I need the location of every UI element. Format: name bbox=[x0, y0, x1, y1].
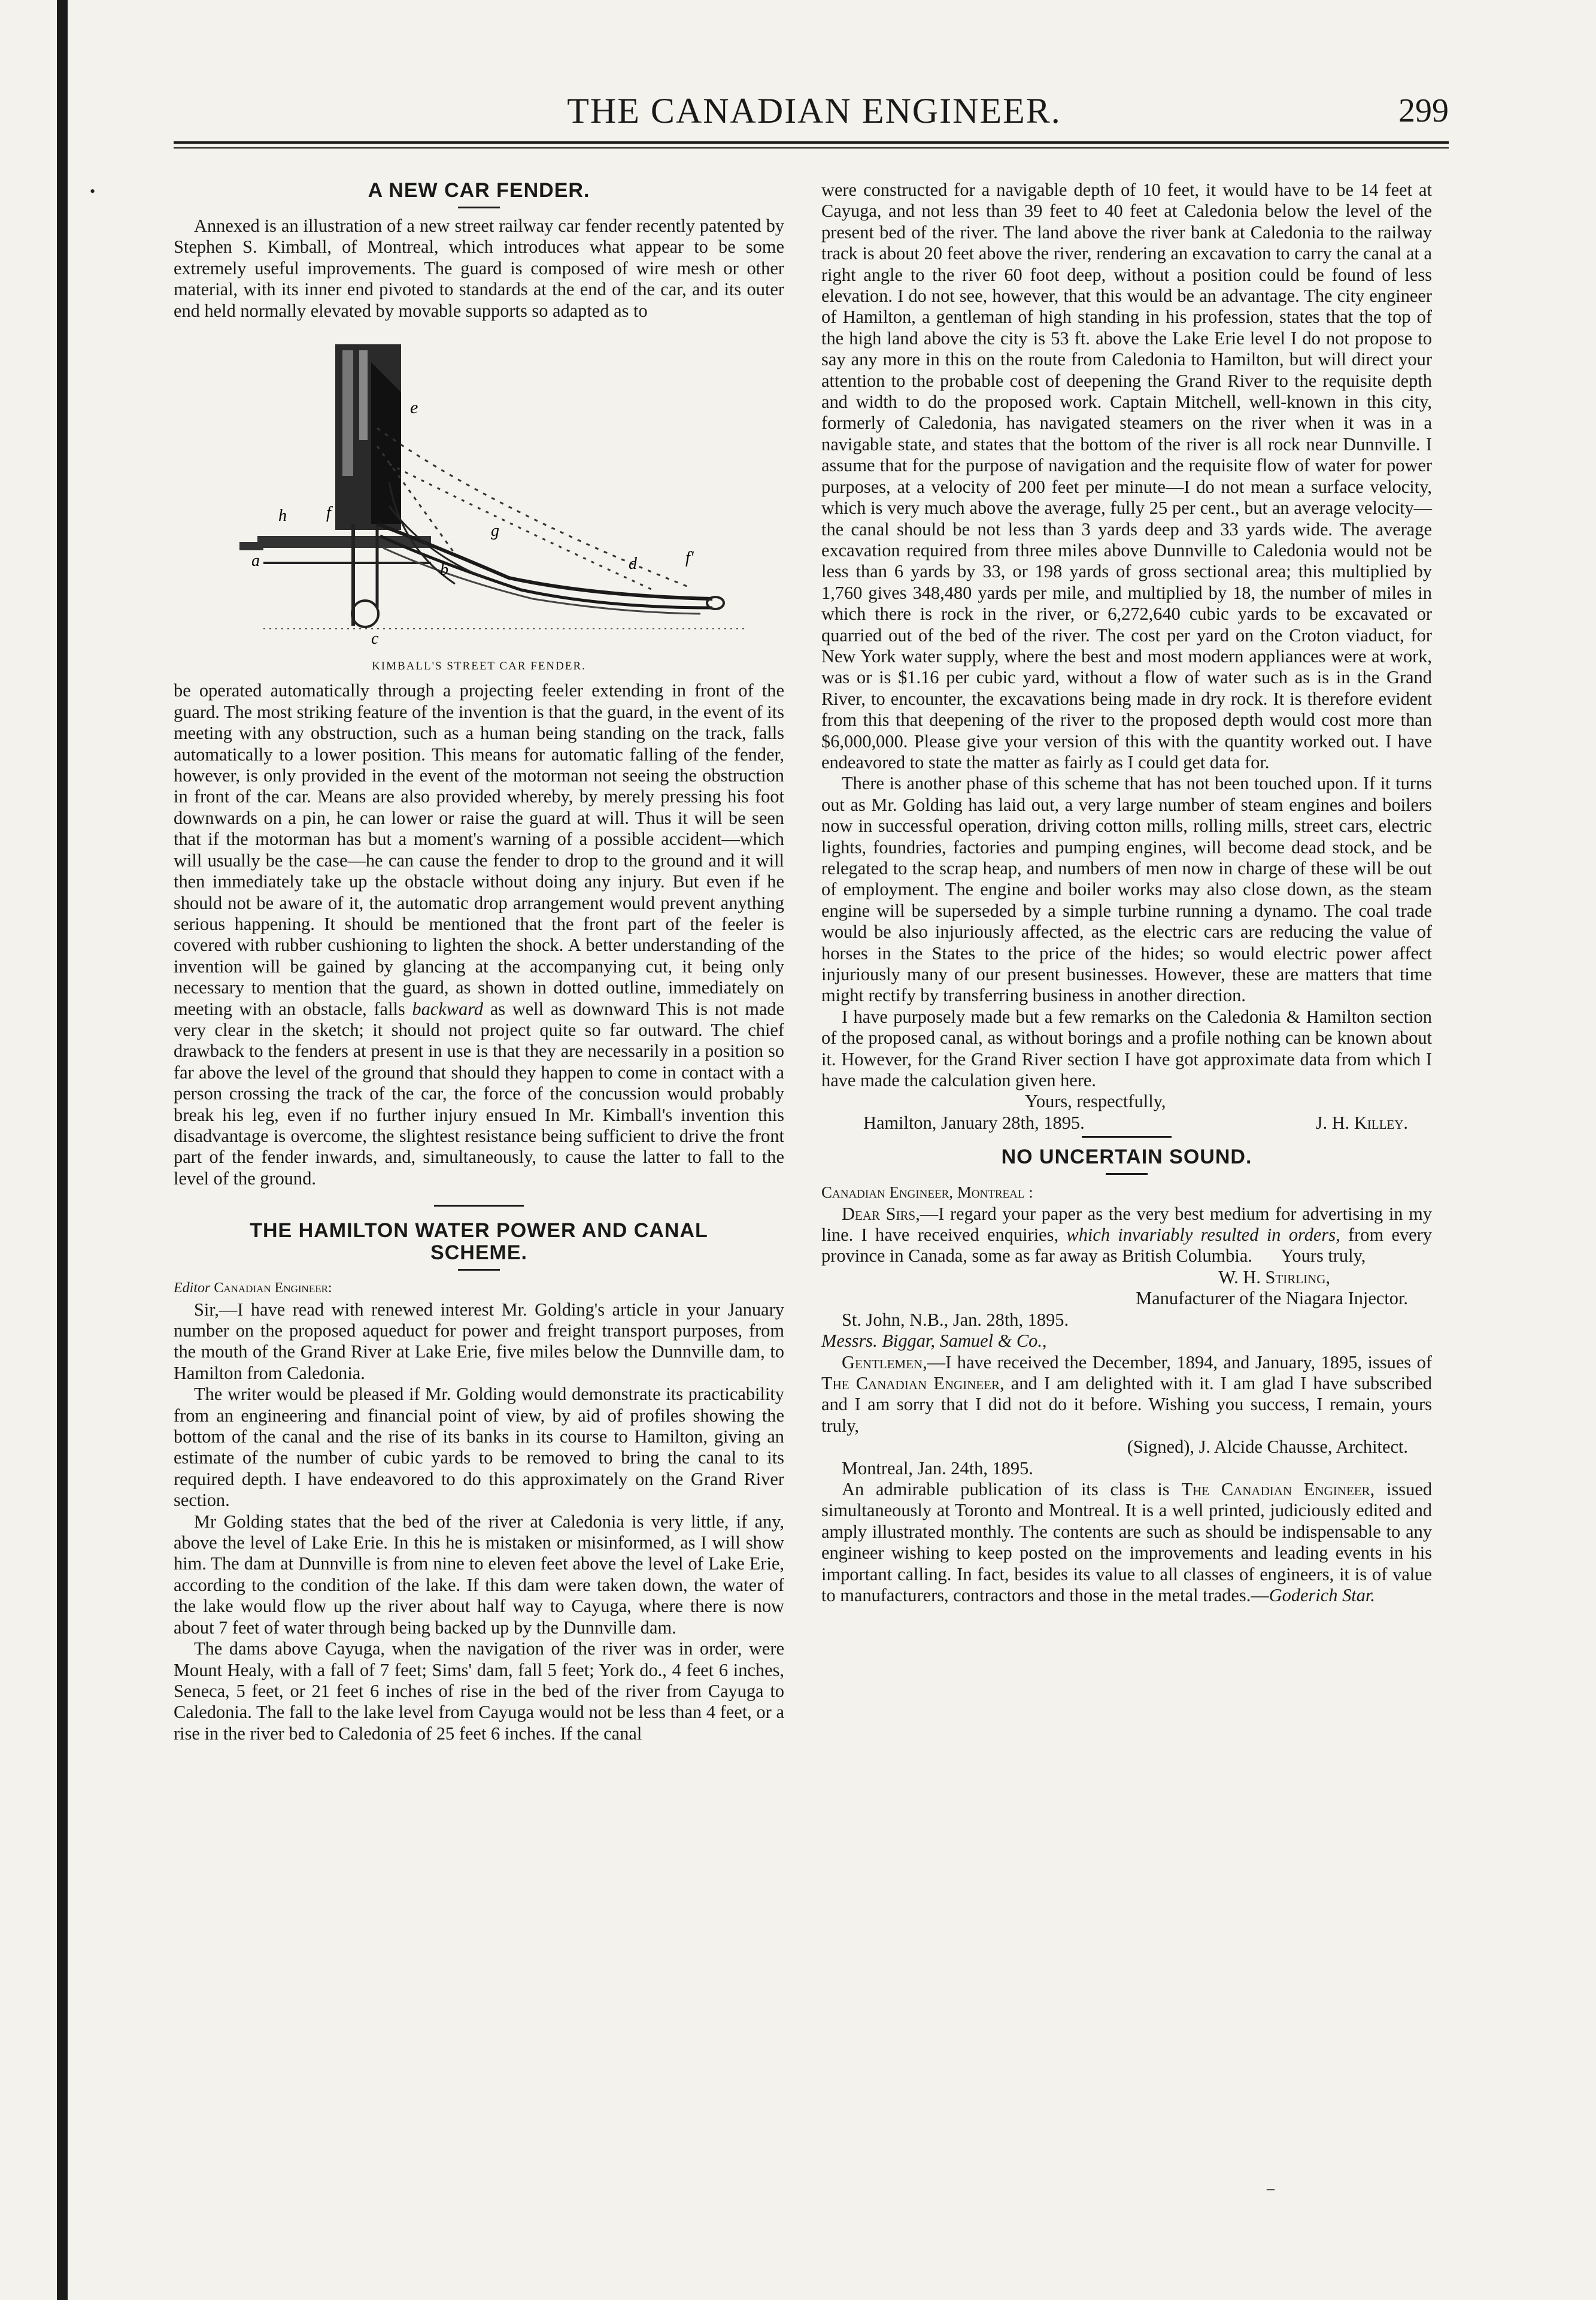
figure-label-g: g bbox=[491, 522, 499, 541]
italic-run: backward bbox=[412, 998, 484, 1019]
masthead-rule-thick bbox=[174, 141, 1449, 144]
article-separator bbox=[434, 1205, 524, 1207]
article-paragraph bbox=[821, 1352, 1432, 1437]
figure-label-f-prime: f' bbox=[685, 549, 694, 568]
article-paragraph bbox=[821, 1479, 1432, 1606]
letter-address bbox=[821, 1331, 1432, 1351]
letter-closing: Yours truly, bbox=[1281, 1246, 1366, 1266]
signature-title: Manufacturer of the Niagara Injector. bbox=[1136, 1288, 1408, 1309]
article-paragraph bbox=[174, 680, 784, 1189]
figure-label-e: e bbox=[410, 398, 418, 418]
signature-block bbox=[821, 1113, 1432, 1134]
letter-salutation bbox=[174, 1278, 784, 1299]
article-headline-hamilton bbox=[174, 1220, 784, 1264]
italic-run: Messrs. Biggar, Samuel & Co., bbox=[821, 1331, 1047, 1351]
article-paragraph: Annexed is an illustration of a new street railway car fender recently patented by Stephen S. Kimball, of Montreal, which introduces what appear to be some extremely useful improvements. The guard is composed of wire mesh or other material, with its inner end pivoted to standards at the end of the car, and its outer end held normally elevated by movable supports so adapted as to bbox=[174, 216, 784, 321]
article-paragraph bbox=[821, 1204, 1432, 1267]
article-headline-car-fender: A NEW CAR FENDER. bbox=[368, 179, 590, 202]
italic-run: Goderich Star. bbox=[1269, 1584, 1375, 1605]
smallcaps-run: The Canadian Engineer, bbox=[821, 1372, 1005, 1393]
article-headline-no-uncertain-sound: NO UNCERTAIN SOUND. bbox=[1001, 1146, 1252, 1169]
article-separator bbox=[1082, 1136, 1172, 1138]
article-paragraph: Mr Golding states that the bed of the river at Caledonia is very little, if any, above the level of Lake Erie. In this he is mistaken or misinformed, as I will show him. The dam at Dunnville is from nine to eleven feet above the level of Lake Erie, according to the condition of the lake. If this dam were taken down, the water of the lake would flow up the river about half way to Cayuga, where there is now about 7 feet of water through being backed up by the Dunnville dam. bbox=[174, 1511, 784, 1638]
article-paragraph: were constructed for a navigable depth of 10 feet, it would have to be 14 feet at Cayuga, and not less than 39 feet to 40 feet at Caledonia below the level of the present bed of the river. The land above the river bank at Caledonia to the railway track is about 20 feet above the river, rendering an excavation to carry the canal at a right angle to the river 60 foot deep, without a position could be found of less elevation. I do not see, however, that this would be an advantage. The city engineer of Hamilton, a gentleman of high standing in his profession, states that the top of the high land above the city is 53 ft. above the Lake Erie level I do not propose to say any more in this on the route from Caledonia to Hamilton, but will direct your attention to the probable cost of deepening the Grand River to the requisite depth and width to do the proposed work. Captain Mitchell, well-known in this city, formerly of Caledonia, has navigated steamers on the river when it was in a navigable state, and states that the bottom of the river is all rock near Dunnville. I assume that for the purpose of navigation and the requisite flow of water for power purposes, at a velocity of 200 feet per minute—I do not mean a surface velocity, which is very much above the average, fully 25 per cent., but an average velocity—the canal should be not less than 3 yards deep and 33 yards wide. The average excavation required from three miles above Dunnville to Caledonia would not be less than 6 yards by 33, or 198 yards of gross sectional area; this multiplied by 1,760 gives 348,480 yards per mile, and multiplied by 18, the number of miles in which there is rock in the river, or 6,272,640 cubic yards to be excavated or quarried out of the bed of the river. The cost per yard on the Croton viaduct, for New York water supply, where the best and most modern appliances were at work, was or is $1.16 per cubic yard, without a flow of water such as is in the Grand River, to encounter, the excavations being made in dry rock. It is therefore evident from this that deepening of the river to the proposed depth would cost more than $6,000,000. Please give your version of this with the quantity worked out. I have endeavored to state the matter as fairly as I could get data for. bbox=[821, 180, 1432, 772]
place-date: St. John, N.B., Jan. 28th, 1895. bbox=[842, 1309, 1069, 1330]
text-run: An admirable publication of its class is bbox=[842, 1478, 1182, 1499]
text-run: be operated automatically through a projecting feeler extending in front of the guard. The most striking feature of the invention is that the guard, in the event of its meeting with any obstruction, such as a human being standing on the track, falls automatically to a lower position. This means for automatic falling of the fender, however, is only provided in the event of the motorman not seeing the obstruction in front of the car. Means are also provided whereby, by merely pressing his foot downwards on a pin, he can lower or raise the guard at will. Thus it will be seen that if the motorman has but a moment's warning of a possible accident—which will usually be the case—he can cause the fender to drop to the ground and it will then immediately take up the obstacle without doing any injury. But even if he should not be aware of it, the automatic drop arrangement would prevent anything serious happening. It should be mentioned that the front part of the feeler is covered with rubber cushioning to lighten the shock. A better understanding of the invention will be gained by glancing at the accompanying cut, it being only necessary to mention that the guard, as shown in dotted outline, immediately on meeting with an obstacle, falls bbox=[174, 680, 784, 1019]
text-run: and I am delighted with it. I am glad I have subscribed and I am sorry that I did not do it before. Wishing you success, I remain, yours truly, bbox=[821, 1372, 1432, 1436]
article-paragraph: The dams above Cayuga, when the navigation of the river was in order, were Mount Healy, with a fall of 7 feet; Sims' dam, fall 5 feet; York do., 4 feet 6 inches, Seneca, 5 feet, or 21 feet 6 inches of rise in the bed of the river from Cayuga to Caledonia. The fall to the lake level from Cayuga would not be less than 4 feet, or a rise in the river bed to Caledonia of 25 feet 6 inches. If the canal bbox=[174, 1638, 784, 1744]
masthead-rule-thin bbox=[174, 147, 1449, 149]
article-paragraph: Sir,—I have read with renewed interest Mr. Golding's article in your January number on the proposed aqueduct for power and freight transport purposes, from the mouth of the Grand River at Lake Erie, five miles below the Dunnville dam, to Hamilton from Caledonia. bbox=[174, 1299, 784, 1383]
article-paragraph: There is another phase of this scheme that has not been touched upon. If it turns out as Mr. Golding has laid out, a very large number of steam engines and boilers now in successful operation, driving cotton mills, rolling mills, street cars, electric lights, foundries, factories and pumping engines, will become dead stock, and be relegated to the scrap heap, and numbers of men now in charge of these will be out of employment. The engine and boiler works may also close down, as the steam engine will be superseded by a simple turbine running a dynamo. The coal trade would be also injuriously affected, as the electric cars are reducing the value of horses in the States to the price of the hides; so would electric power affect injuriously many of our present businesses. However, these are matters that time might rectify by transferring business in another direction. bbox=[821, 773, 1432, 1006]
page-number: 299 bbox=[1398, 92, 1449, 129]
letter-closing: Yours, respectfully, bbox=[1025, 1091, 1166, 1112]
text-run: issued simultaneously at Toronto and Montreal. It is a well printed, judiciously edited and amply illustrated monthly. The contents are such as should be indispensable to any engineer wishing to keep posted on the improvements and leading events in his important calling. In fact, besides its value to all classes of engineers, it is of value to manufacturers, contractors and those in the metal trades.— bbox=[821, 1478, 1433, 1605]
figure-label-d: d bbox=[629, 554, 637, 574]
signature: J. H. Killey. bbox=[1315, 1112, 1408, 1133]
scan-margin-bar bbox=[57, 0, 68, 2300]
car-fender-illustration bbox=[174, 326, 784, 650]
place-date: Hamilton, January 28th, 1895. bbox=[863, 1112, 1085, 1133]
figure-label-a: a bbox=[251, 551, 260, 571]
smallcaps-run: Gentlemen, bbox=[842, 1351, 927, 1372]
text-run: as well as downward This is not made very clear in the sketch; it should not project quite so far outward. The chief drawback to the fenders at present in use is that they are necessarily in a position so far above the level of the ground that should they happen to come in contact with a person crossing the track of the car, the force of the concussion would probably break his leg, even if no further injury ensued In Mr. Kimball's invention this disadvantage is overcome, the slightest resistance being sufficient to drive the front part of the fender inwards, and, simultaneously, to cause the latter to fall to the level of the ground. bbox=[174, 998, 785, 1189]
letter-address: Canadian Engineer, Montreal : bbox=[821, 1183, 1033, 1202]
headline-rule bbox=[1106, 1173, 1148, 1175]
figure-label-b: b bbox=[440, 560, 448, 580]
figure-label-h: h bbox=[278, 507, 287, 526]
figure-label-f: f bbox=[326, 504, 331, 523]
text-run: —I regard your paper as the very best medium for advertising in my line. I have received enquiries, bbox=[821, 1203, 1432, 1246]
smallcaps-run: The Canadian Engineer, bbox=[1181, 1478, 1375, 1499]
right-column bbox=[821, 180, 1432, 1606]
journal-title: THE CANADIAN ENGINEER. bbox=[567, 91, 1061, 131]
text-run: —I have received the December, 1894, and January, 1895, issues of bbox=[927, 1351, 1432, 1372]
smallcaps-run: Dear Sirs, bbox=[842, 1203, 920, 1224]
article-paragraph: The writer would be pleased if Mr. Golding would demonstrate its practicability from an engineering and financial point of view, by aid of profiles showing the bottom of the canal and the rise of its banks in its course to Hamilton, giving an estimate of the number of cubic yards to be removed to bring the canal to its required depth. I have endeavored to do this approximately on the Grand River section. bbox=[174, 1384, 784, 1511]
figure-caption: KIMBALL'S STREET CAR FENDER. bbox=[372, 660, 586, 673]
headline-rule bbox=[458, 1269, 500, 1271]
text-run: from every province in Canada, some as far away as British Columbia. bbox=[821, 1225, 1432, 1266]
headline-line: THE HAMILTON WATER POWER AND CANAL bbox=[250, 1219, 708, 1243]
italic-run: which invariably resulted in orders, bbox=[1066, 1225, 1340, 1246]
fender-diagram bbox=[174, 326, 784, 650]
margin-dot: • bbox=[90, 183, 96, 200]
smallcaps-run: Canadian Engineer: bbox=[214, 1280, 332, 1296]
signature: (Signed), J. Alcide Chausse, Architect. bbox=[1127, 1437, 1408, 1457]
stray-mark: – bbox=[1267, 2180, 1275, 2197]
masthead bbox=[174, 90, 1455, 138]
place-date: Montreal, Jan. 24th, 1895. bbox=[842, 1457, 1033, 1478]
article-paragraph: I have purposely made but a few remarks on the Caledonia & Hamilton section of the proposed canal, as without borings and a profile nothing can be known about it. However, for the Grand River section I have got approximate data from which I have made the calculation given here. bbox=[821, 1006, 1432, 1091]
headline-rule bbox=[458, 207, 500, 208]
signature: W. H. Stirling, bbox=[1218, 1266, 1330, 1287]
headline-line: SCHEME. bbox=[430, 1241, 527, 1265]
figure-label-c: c bbox=[371, 629, 379, 649]
left-column bbox=[174, 180, 784, 1744]
italic-run: Editor bbox=[174, 1280, 211, 1296]
